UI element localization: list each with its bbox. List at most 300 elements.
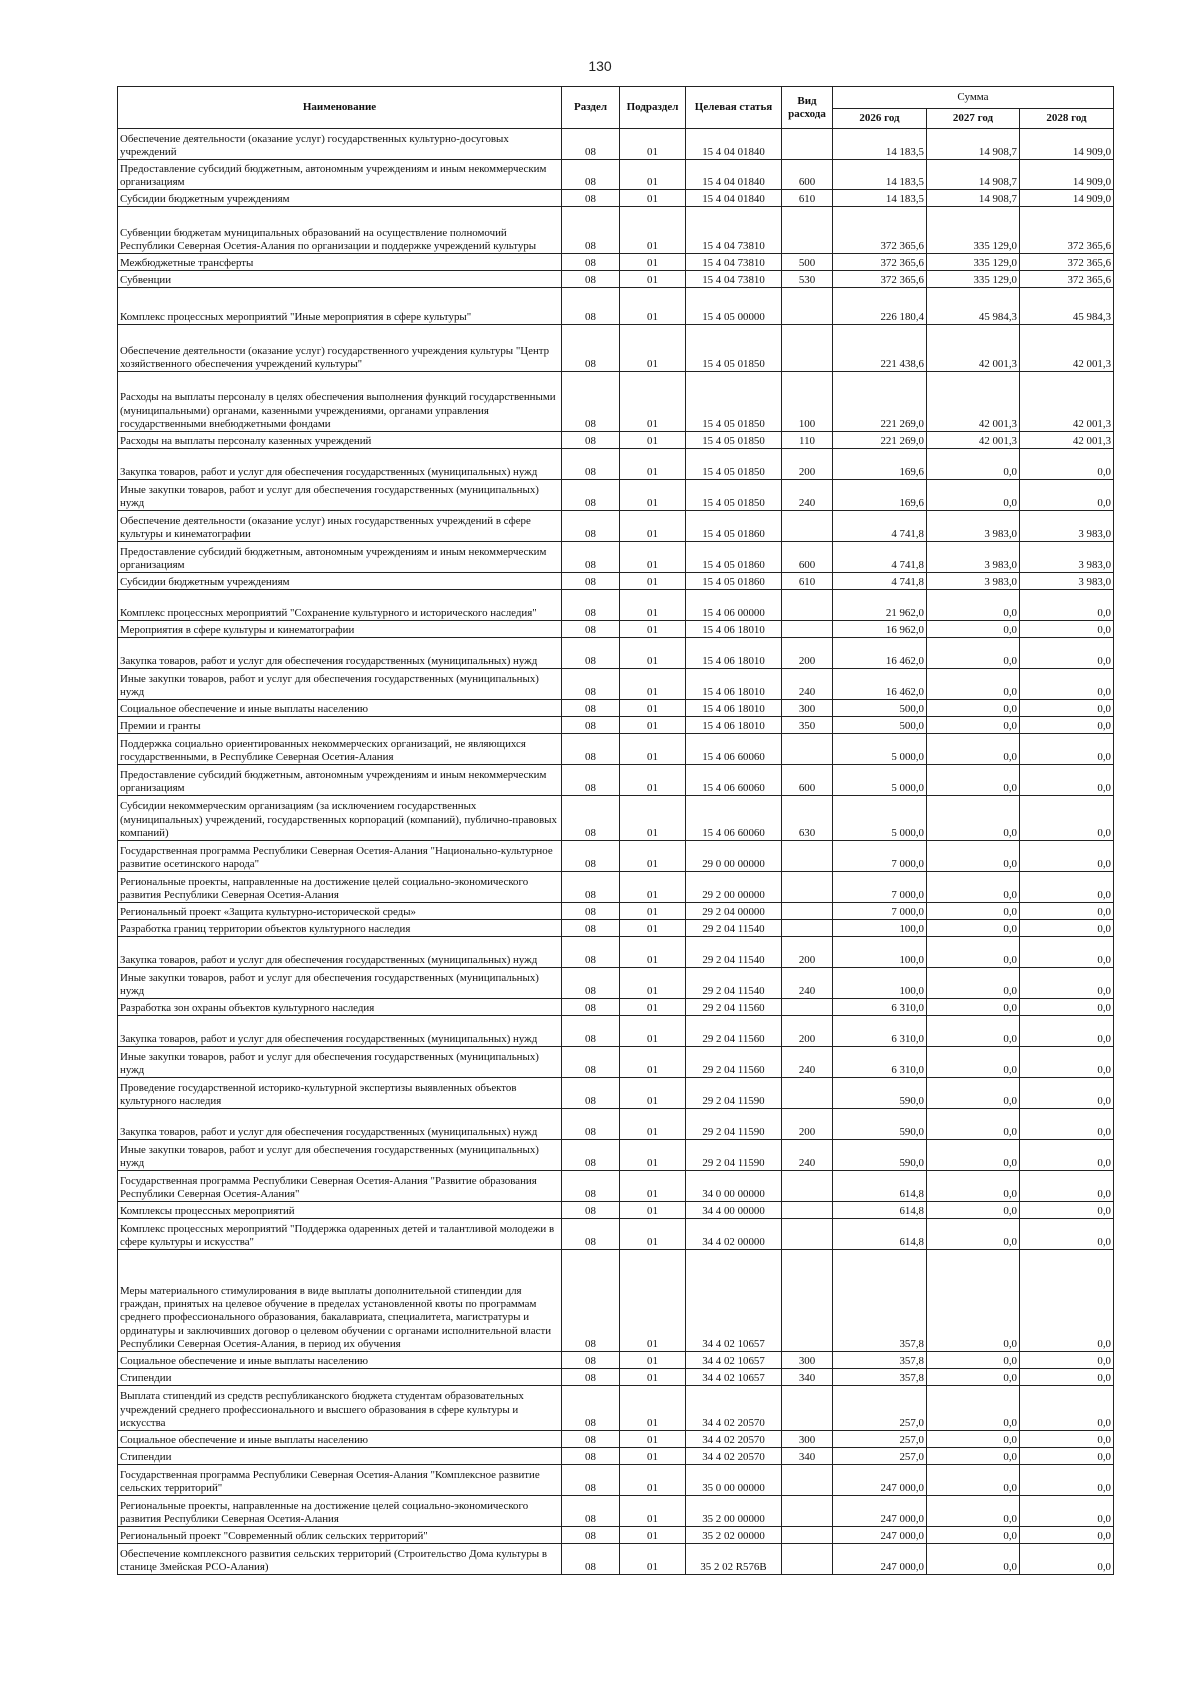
- row-section: 08: [562, 717, 620, 734]
- row-sum-2027: 0,0: [927, 796, 1020, 841]
- row-name: Закупка товаров, работ и услуг для обеспечения государственных (муниципальных) нужд: [118, 449, 562, 480]
- table-row: [118, 590, 1114, 621]
- row-sum-2027: 14 908,7: [927, 160, 1020, 190]
- row-target: 34 4 02 10657: [686, 1352, 782, 1369]
- row-expense: 530: [782, 271, 833, 288]
- row-name: Обеспечение деятельности (оказание услуг) иных государственных учреждений в сфере культуры и кинематографии: [118, 511, 562, 542]
- row-target: 29 0 00 00000: [686, 841, 782, 872]
- row-target: 34 4 02 20570: [686, 1386, 782, 1431]
- row-sum-2027: 0,0: [927, 872, 1020, 903]
- row-section: 08: [562, 271, 620, 288]
- row-expense: 200: [782, 1016, 833, 1047]
- row-section: 08: [562, 1431, 620, 1448]
- row-section: 08: [562, 1527, 620, 1544]
- row-sum-2027: 0,0: [927, 841, 1020, 872]
- row-sum-2028: 0,0: [1020, 841, 1114, 872]
- row-subsection: 01: [620, 765, 686, 796]
- row-target: 15 4 06 60060: [686, 765, 782, 796]
- row-name: Субсидии некоммерческим организациям (за исключением государственных (муниципальных) учреждений, государственных корпораций (компаний), публично-правовых компаний): [118, 796, 562, 841]
- row-expense: 200: [782, 449, 833, 480]
- row-subsection: 01: [620, 190, 686, 207]
- row-target: 15 4 05 01850: [686, 432, 782, 449]
- row-name: Государственная программа Республики Северная Осетия-Алания "Национально-культурное развитие осетинского народа": [118, 841, 562, 872]
- row-name: Выплата стипендий из средств республиканского бюджета студентам образовательных учреждений среднего профессионального и высшего образования в сфере культуры и искусства: [118, 1386, 562, 1431]
- row-sum-2026: 6 310,0: [833, 999, 927, 1016]
- row-subsection: 01: [620, 717, 686, 734]
- row-subsection: 01: [620, 920, 686, 937]
- row-subsection: 01: [620, 638, 686, 669]
- row-expense: [782, 903, 833, 920]
- row-subsection: 01: [620, 1448, 686, 1465]
- row-sum-2026: 247 000,0: [833, 1496, 927, 1527]
- row-target: 15 4 06 18010: [686, 717, 782, 734]
- table-row: [118, 190, 1114, 207]
- row-expense: [782, 734, 833, 765]
- row-sum-2027: 0,0: [927, 920, 1020, 937]
- row-sum-2026: 7 000,0: [833, 872, 927, 903]
- row-target: 15 4 05 01860: [686, 573, 782, 590]
- row-section: 08: [562, 1352, 620, 1369]
- row-target: 34 0 00 00000: [686, 1171, 782, 1202]
- table-row: [118, 1527, 1114, 1544]
- row-sum-2028: 0,0: [1020, 937, 1114, 968]
- row-sum-2027: 0,0: [927, 717, 1020, 734]
- table-row: [118, 207, 1114, 254]
- row-sum-2026: 357,8: [833, 1250, 927, 1352]
- row-section: 08: [562, 968, 620, 999]
- row-name: Иные закупки товаров, работ и услуг для обеспечения государственных (муниципальных) нужд: [118, 480, 562, 511]
- row-section: 08: [562, 1465, 620, 1496]
- row-sum-2027: 0,0: [927, 700, 1020, 717]
- row-target: 15 4 05 01860: [686, 511, 782, 542]
- row-sum-2026: 226 180,4: [833, 288, 927, 325]
- row-sum-2026: 614,8: [833, 1171, 927, 1202]
- row-sum-2026: 257,0: [833, 1386, 927, 1431]
- row-sum-2027: 42 001,3: [927, 325, 1020, 372]
- row-name: Обеспечение деятельности (оказание услуг) государственного учреждения культуры "Центр хозяйственного обеспечения учреждений культуры": [118, 325, 562, 372]
- row-subsection: 01: [620, 1078, 686, 1109]
- table-row: [118, 325, 1114, 372]
- row-target: 15 4 06 60060: [686, 734, 782, 765]
- row-sum-2028: 14 909,0: [1020, 190, 1114, 207]
- row-target: 15 4 06 18010: [686, 621, 782, 638]
- row-expense: [782, 1078, 833, 1109]
- row-sum-2028: 0,0: [1020, 1219, 1114, 1250]
- row-expense: 240: [782, 669, 833, 700]
- row-sum-2027: 0,0: [927, 1109, 1020, 1140]
- row-name: Закупка товаров, работ и услуг для обеспечения государственных (муниципальных) нужд: [118, 937, 562, 968]
- row-expense: [782, 129, 833, 160]
- table-row: [118, 1369, 1114, 1386]
- row-sum-2028: 0,0: [1020, 1352, 1114, 1369]
- row-sum-2028: 0,0: [1020, 1369, 1114, 1386]
- row-sum-2027: 42 001,3: [927, 372, 1020, 432]
- row-sum-2028: 0,0: [1020, 1496, 1114, 1527]
- row-sum-2026: 14 183,5: [833, 129, 927, 160]
- table-row: [118, 254, 1114, 271]
- row-expense: 600: [782, 542, 833, 573]
- row-section: 08: [562, 638, 620, 669]
- row-sum-2026: 6 310,0: [833, 1016, 927, 1047]
- row-sum-2028: 45 984,3: [1020, 288, 1114, 325]
- table-row: [118, 542, 1114, 573]
- table-row: [118, 1047, 1114, 1078]
- row-sum-2028: 0,0: [1020, 765, 1114, 796]
- row-sum-2027: 0,0: [927, 903, 1020, 920]
- row-target: 35 2 02 00000: [686, 1527, 782, 1544]
- row-subsection: 01: [620, 372, 686, 432]
- row-sum-2026: 221 269,0: [833, 432, 927, 449]
- row-sum-2026: 247 000,0: [833, 1527, 927, 1544]
- row-section: 08: [562, 254, 620, 271]
- row-sum-2027: 0,0: [927, 621, 1020, 638]
- row-sum-2028: 0,0: [1020, 1448, 1114, 1465]
- row-name: Комплекс процессных мероприятий "Сохранение культурного и исторического наследия": [118, 590, 562, 621]
- table-row: [118, 432, 1114, 449]
- row-subsection: 01: [620, 872, 686, 903]
- row-sum-2026: 221 269,0: [833, 372, 927, 432]
- row-subsection: 01: [620, 1140, 686, 1171]
- row-subsection: 01: [620, 1386, 686, 1431]
- row-section: 08: [562, 480, 620, 511]
- row-expense: 630: [782, 796, 833, 841]
- row-sum-2028: 14 909,0: [1020, 129, 1114, 160]
- row-name: Социальное обеспечение и иные выплаты населению: [118, 1352, 562, 1369]
- row-sum-2026: 614,8: [833, 1219, 927, 1250]
- row-name: Предоставление субсидий бюджетным, автономным учреждениям и иным некоммерческим организациям: [118, 160, 562, 190]
- row-subsection: 01: [620, 1352, 686, 1369]
- row-sum-2027: 0,0: [927, 1219, 1020, 1250]
- row-expense: 110: [782, 432, 833, 449]
- row-name: Разработка зон охраны объектов культурного наследия: [118, 999, 562, 1016]
- row-target: 15 4 05 01850: [686, 372, 782, 432]
- row-target: 29 2 04 00000: [686, 903, 782, 920]
- row-expense: [782, 288, 833, 325]
- row-target: 15 4 04 73810: [686, 254, 782, 271]
- row-sum-2028: 0,0: [1020, 968, 1114, 999]
- table-body: [118, 129, 1114, 1575]
- row-sum-2028: 0,0: [1020, 920, 1114, 937]
- row-target: 15 4 06 18010: [686, 669, 782, 700]
- row-expense: [782, 1544, 833, 1575]
- row-section: 08: [562, 288, 620, 325]
- row-name: Региональные проекты, направленные на достижение целей социально-экономического развития Республики Северная Осетия-Алания: [118, 872, 562, 903]
- row-section: 08: [562, 1386, 620, 1431]
- row-name: Иные закупки товаров, работ и услуг для обеспечения государственных (муниципальных) нужд: [118, 1140, 562, 1171]
- row-target: 15 4 04 01840: [686, 129, 782, 160]
- row-target: 29 2 04 11540: [686, 920, 782, 937]
- row-sum-2027: 0,0: [927, 1140, 1020, 1171]
- row-target: 34 4 02 20570: [686, 1431, 782, 1448]
- row-sum-2026: 357,8: [833, 1352, 927, 1369]
- row-sum-2028: 0,0: [1020, 449, 1114, 480]
- table-header: [118, 87, 1114, 129]
- row-name: Премии и гранты: [118, 717, 562, 734]
- row-target: 15 4 05 01850: [686, 449, 782, 480]
- row-section: 08: [562, 1219, 620, 1250]
- row-section: 08: [562, 841, 620, 872]
- header-name: Наименование: [118, 87, 562, 129]
- row-expense: 500: [782, 254, 833, 271]
- row-sum-2028: 3 983,0: [1020, 542, 1114, 573]
- row-subsection: 01: [620, 841, 686, 872]
- row-name: Стипендии: [118, 1369, 562, 1386]
- row-subsection: 01: [620, 207, 686, 254]
- row-target: 29 2 04 11540: [686, 968, 782, 999]
- row-section: 08: [562, 903, 620, 920]
- row-sum-2028: 0,0: [1020, 1527, 1114, 1544]
- table-row: [118, 511, 1114, 542]
- row-expense: [782, 1219, 833, 1250]
- row-name: Предоставление субсидий бюджетным, автономным учреждениям и иным некоммерческим организациям: [118, 542, 562, 573]
- table-row: [118, 449, 1114, 480]
- row-expense: [782, 872, 833, 903]
- table-row: [118, 717, 1114, 734]
- row-sum-2027: 0,0: [927, 1078, 1020, 1109]
- row-sum-2026: 590,0: [833, 1140, 927, 1171]
- row-subsection: 01: [620, 160, 686, 190]
- row-sum-2026: 257,0: [833, 1448, 927, 1465]
- row-sum-2026: 169,6: [833, 480, 927, 511]
- row-section: 08: [562, 1171, 620, 1202]
- row-section: 08: [562, 1140, 620, 1171]
- row-sum-2026: 5 000,0: [833, 796, 927, 841]
- row-name: Стипендии: [118, 1448, 562, 1465]
- row-expense: 610: [782, 190, 833, 207]
- row-target: 34 4 00 00000: [686, 1202, 782, 1219]
- table-row: [118, 1109, 1114, 1140]
- row-target: 15 4 05 01850: [686, 480, 782, 511]
- row-expense: 600: [782, 765, 833, 796]
- table-row: [118, 480, 1114, 511]
- row-sum-2028: 3 983,0: [1020, 573, 1114, 590]
- row-section: 08: [562, 542, 620, 573]
- table-row: [118, 621, 1114, 638]
- row-expense: 240: [782, 968, 833, 999]
- row-name: Закупка товаров, работ и услуг для обеспечения государственных (муниципальных) нужд: [118, 1109, 562, 1140]
- row-sum-2028: 0,0: [1020, 1047, 1114, 1078]
- row-sum-2028: 42 001,3: [1020, 372, 1114, 432]
- row-subsection: 01: [620, 796, 686, 841]
- row-expense: 200: [782, 638, 833, 669]
- row-subsection: 01: [620, 669, 686, 700]
- row-sum-2028: 0,0: [1020, 638, 1114, 669]
- row-sum-2028: 0,0: [1020, 1544, 1114, 1575]
- row-sum-2028: 0,0: [1020, 621, 1114, 638]
- row-section: 08: [562, 765, 620, 796]
- row-sum-2026: 14 183,5: [833, 160, 927, 190]
- row-sum-2026: 221 438,6: [833, 325, 927, 372]
- table-row: [118, 669, 1114, 700]
- row-sum-2027: 3 983,0: [927, 573, 1020, 590]
- row-subsection: 01: [620, 700, 686, 717]
- row-expense: [782, 920, 833, 937]
- row-sum-2027: 0,0: [927, 1016, 1020, 1047]
- row-sum-2028: 0,0: [1020, 872, 1114, 903]
- row-target: 15 4 05 01850: [686, 325, 782, 372]
- row-sum-2027: 335 129,0: [927, 207, 1020, 254]
- row-section: 08: [562, 1078, 620, 1109]
- table-row: [118, 1496, 1114, 1527]
- row-subsection: 01: [620, 937, 686, 968]
- table-row: [118, 271, 1114, 288]
- row-name: Иные закупки товаров, работ и услуг для обеспечения государственных (муниципальных) нужд: [118, 968, 562, 999]
- row-section: 08: [562, 1047, 620, 1078]
- row-sum-2027: 0,0: [927, 1047, 1020, 1078]
- table-row: [118, 872, 1114, 903]
- row-sum-2028: 0,0: [1020, 1386, 1114, 1431]
- row-expense: [782, 1527, 833, 1544]
- row-sum-2026: 372 365,6: [833, 271, 927, 288]
- row-sum-2028: 0,0: [1020, 796, 1114, 841]
- row-sum-2028: 0,0: [1020, 1202, 1114, 1219]
- row-expense: [782, 590, 833, 621]
- row-expense: 240: [782, 480, 833, 511]
- row-sum-2026: 100,0: [833, 920, 927, 937]
- row-sum-2027: 0,0: [927, 1386, 1020, 1431]
- row-expense: [782, 325, 833, 372]
- row-target: 34 4 02 20570: [686, 1448, 782, 1465]
- table-row: [118, 1078, 1114, 1109]
- table-row: [118, 1352, 1114, 1369]
- row-sum-2027: 0,0: [927, 765, 1020, 796]
- row-sum-2027: 14 908,7: [927, 129, 1020, 160]
- row-name: Расходы на выплаты персоналу казенных учреждений: [118, 432, 562, 449]
- row-sum-2027: 3 983,0: [927, 511, 1020, 542]
- row-subsection: 01: [620, 1219, 686, 1250]
- row-subsection: 01: [620, 480, 686, 511]
- row-target: 15 4 04 73810: [686, 207, 782, 254]
- row-sum-2026: 7 000,0: [833, 903, 927, 920]
- row-subsection: 01: [620, 511, 686, 542]
- row-sum-2026: 100,0: [833, 968, 927, 999]
- row-sum-2027: 0,0: [927, 1352, 1020, 1369]
- row-expense: [782, 1202, 833, 1219]
- table-row: [118, 700, 1114, 717]
- row-sum-2027: 0,0: [927, 968, 1020, 999]
- row-sum-2028: 0,0: [1020, 1078, 1114, 1109]
- row-sum-2026: 590,0: [833, 1109, 927, 1140]
- row-expense: 240: [782, 1047, 833, 1078]
- row-section: 08: [562, 573, 620, 590]
- row-sum-2027: 0,0: [927, 1448, 1020, 1465]
- table-row: [118, 841, 1114, 872]
- row-subsection: 01: [620, 590, 686, 621]
- row-name: Иные закупки товаров, работ и услуг для обеспечения государственных (муниципальных) нужд: [118, 669, 562, 700]
- row-sum-2028: 0,0: [1020, 1250, 1114, 1352]
- row-expense: 200: [782, 937, 833, 968]
- row-section: 08: [562, 937, 620, 968]
- row-sum-2026: 4 741,8: [833, 573, 927, 590]
- row-section: 08: [562, 449, 620, 480]
- row-section: 08: [562, 432, 620, 449]
- row-name: Закупка товаров, работ и услуг для обеспечения государственных (муниципальных) нужд: [118, 638, 562, 669]
- row-name: Субвенции: [118, 271, 562, 288]
- row-subsection: 01: [620, 254, 686, 271]
- row-sum-2028: 0,0: [1020, 1171, 1114, 1202]
- row-name: Комплекс процессных мероприятий "Иные мероприятия в сфере культуры": [118, 288, 562, 325]
- row-name: Субвенции бюджетам муниципальных образований на осуществление полномочий Республики Северная Осетия-Алания по организации и поддержке учреждений культуры: [118, 207, 562, 254]
- row-section: 08: [562, 1544, 620, 1575]
- row-subsection: 01: [620, 573, 686, 590]
- row-sum-2027: 0,0: [927, 1369, 1020, 1386]
- row-expense: [782, 207, 833, 254]
- table-row: [118, 129, 1114, 160]
- row-subsection: 01: [620, 999, 686, 1016]
- row-sum-2026: 614,8: [833, 1202, 927, 1219]
- row-sum-2026: 6 310,0: [833, 1047, 927, 1078]
- row-sum-2027: 14 908,7: [927, 190, 1020, 207]
- row-sum-2027: 0,0: [927, 937, 1020, 968]
- row-name: Государственная программа Республики Северная Осетия-Алания "Комплексное развитие сельских территорий": [118, 1465, 562, 1496]
- row-expense: 300: [782, 1352, 833, 1369]
- row-name: Иные закупки товаров, работ и услуг для обеспечения государственных (муниципальных) нужд: [118, 1047, 562, 1078]
- table-row: [118, 1250, 1114, 1352]
- row-name: Региональный проект «Защита культурно-исторической среды»: [118, 903, 562, 920]
- row-name: Предоставление субсидий бюджетным, автономным учреждениям и иным некоммерческим организациям: [118, 765, 562, 796]
- row-section: 08: [562, 160, 620, 190]
- row-section: 08: [562, 700, 620, 717]
- row-name: Субсидии бюджетным учреждениям: [118, 573, 562, 590]
- row-name: Региональный проект "Современный облик сельских территорий": [118, 1527, 562, 1544]
- row-subsection: 01: [620, 1109, 686, 1140]
- table-row: [118, 638, 1114, 669]
- table-row: [118, 1465, 1114, 1496]
- row-sum-2027: 0,0: [927, 1202, 1020, 1219]
- table-row: [118, 734, 1114, 765]
- row-name: Закупка товаров, работ и услуг для обеспечения государственных (муниципальных) нужд: [118, 1016, 562, 1047]
- row-sum-2026: 21 962,0: [833, 590, 927, 621]
- row-target: 29 2 04 11560: [686, 1047, 782, 1078]
- row-name: Обеспечение комплексного развития сельских территорий (Строительство Дома культуры в станице Змейская РСО-Алания): [118, 1544, 562, 1575]
- row-sum-2027: 0,0: [927, 1544, 1020, 1575]
- row-subsection: 01: [620, 1250, 686, 1352]
- row-section: 08: [562, 129, 620, 160]
- row-name: Государственная программа Республики Северная Осетия-Алания "Развитие образования Республики Северная Осетия-Алания": [118, 1171, 562, 1202]
- row-section: 08: [562, 621, 620, 638]
- row-target: 15 4 06 18010: [686, 638, 782, 669]
- table-row: [118, 937, 1114, 968]
- page-number: 130: [588, 58, 612, 74]
- header-2026: 2026 год: [833, 109, 927, 129]
- row-section: 08: [562, 1109, 620, 1140]
- row-target: 34 4 02 00000: [686, 1219, 782, 1250]
- row-sum-2027: 0,0: [927, 1250, 1020, 1352]
- row-section: 08: [562, 372, 620, 432]
- table-row: [118, 1448, 1114, 1465]
- row-expense: [782, 1386, 833, 1431]
- row-sum-2028: 0,0: [1020, 1109, 1114, 1140]
- row-sum-2027: 45 984,3: [927, 288, 1020, 325]
- row-sum-2027: 0,0: [927, 1465, 1020, 1496]
- row-expense: 340: [782, 1448, 833, 1465]
- row-name: Разработка границ территории объектов культурного наследия: [118, 920, 562, 937]
- row-target: 15 4 05 01860: [686, 542, 782, 573]
- row-sum-2028: 0,0: [1020, 1016, 1114, 1047]
- table-row: [118, 968, 1114, 999]
- row-target: 35 2 02 R576B: [686, 1544, 782, 1575]
- table-row: [118, 999, 1114, 1016]
- row-name: Обеспечение деятельности (оказание услуг) государственных культурно-досуговых учреждений: [118, 129, 562, 160]
- row-name: Региональные проекты, направленные на достижение целей социально-экономического развития Республики Северная Осетия-Алания: [118, 1496, 562, 1527]
- row-expense: [782, 1171, 833, 1202]
- row-sum-2026: 7 000,0: [833, 841, 927, 872]
- row-name: Комплексы процессных мероприятий: [118, 1202, 562, 1219]
- row-section: 08: [562, 1369, 620, 1386]
- row-section: 08: [562, 872, 620, 903]
- row-sum-2027: 0,0: [927, 1171, 1020, 1202]
- table-row: [118, 1386, 1114, 1431]
